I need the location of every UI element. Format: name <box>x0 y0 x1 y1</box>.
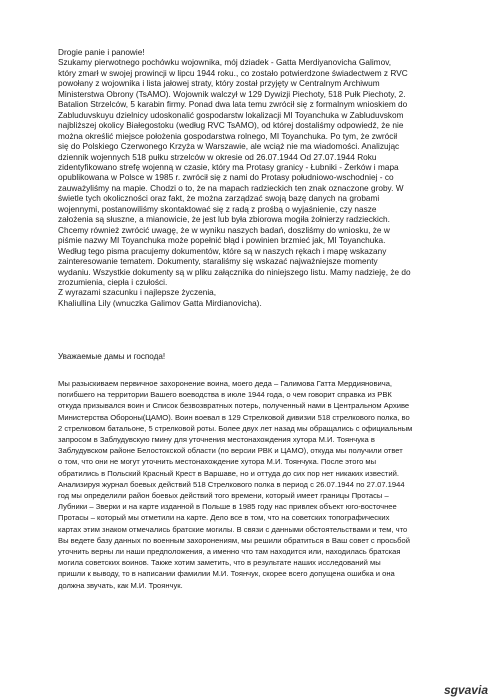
polish-greeting: Drogie panie i panowie! <box>58 48 145 57</box>
russian-letter <box>58 378 468 591</box>
russian-greeting: Уважаемые дамы и господа! <box>58 352 166 361</box>
site-watermark: sgvavia <box>443 683 488 697</box>
polish-body: Szukamy pierwotnego pochówku wojownika, mój dziadek - Gatta Merdiyanovicha Galimov, który zmarł w swojej prowincji w lipcu 1944 roku., co zostało potwierdzone świadectwem z RVC powołany z wojownika i lista jałowej straty, który został przyjęty w Centralnym Archiwum Ministerstwa Obrony (TsAMO). Wojownik walczył w 129 Dywizji Piechoty, 518 Pułk Piechoty, 2. Batalion Strzelców, 5 karabin firmy. Ponad dwa lata temu zwrócił się z formalnym wnioskiem do Zabluduvskuyu dzielnicy udoskonalić gospodarstw lokalizacji MI Toyanchuka w Zabluduvskom najbliższej okolicy Białegostoku (według RVC TsAMO), od której dostaliśmy odpowiedź, że nie można określić miejsce położenia gospodarstwa rolnego, MI Toyanchuka. Po tym, że zwrócił się do Polskiego Czerwonego Krzyża w Warszawie, ale wciąż nie ma wiadomości. Analizując dziennik wojennych 518 pułku strzelców w okresie od 26.07.1944 Od 27.07.1944 Roku zidentyfikowano strefę wojenną w czasie, który ma Protasy granicy - Łubniki - Żerków i mapa opublikowana w Polsce w 1985 r. zwrócił się z nami do Protasy południowo-wschodniej - co zauważyliśmy na mapie. Chodzi o to, że na mapach radzieckich ten znak oznaczone groby. W świetle tych okoliczności oraz fakt, że można zarządzać swoją bazę danych na grobami wojennymi, postanowiliśmy skontaktować się z radą z prośbą o wyjaśnienie, czy nasze założenia są słuszne, a mianowicie, że jest lub była zbiorowa mogiła żołnierzy radzieckich. Chcemy również zwrócić uwagę, że w wyniku naszych badań, doszliśmy do wniosku, że w piśmie nazwy MI Toyanchuka może popełnić błąd i powinien brzmieć jak, MI Toyanchuka. Według tego pisma pracujemy dokumentów, które są w naszych rękach i mapę wskazany zainteresowanie tematem. Dokumenty, staraliśmy się wskazać najważniejsze momenty wydaniu. Wszystkie dokumenty są w pliku załącznika do niniejszego listu. Mamy nadzieję, że do zrozumienia, ciepła i czułości. Z wyrazami szacunku i najlepsze życzenia, Khaliullina Lily (wnuczka Galimov Gatta Mirdianovicha). <box>58 58 411 308</box>
polish-letter <box>58 48 468 309</box>
russian-body: Мы разыскиваем первичное захоронение воина, моего деда – Галимова Гатта Мердияновича, погибшего на территории Вашего воеводства в июле 1944 года, о чем говорит справка из РВК откуда призывался воин и Список безвозвратных потерь, полученный нами в Центральном Архиве Министерства Обороны(ЦАМО). Воин воевал в 129 Стрелковой дивизии 518 стрелкового полка, во 2 стрелковом батальоне, 5 стрелковой роты. Более двух лет назад мы обращались с официальным запросом в Заблудувскую гмину для уточнения местонахождения хутора М.И. Тоянчука в Заблудувском районе Белостокской области (по версии РВК и ЦАМО), откуда мы получили ответ о том, что они не могут уточнить местонахождение хутора М.И. Тоянчука. После этого мы обратились в Польский Красный Крест в Варшаве, но и оттуда до сих пор нет никаких известий. Анализируя журнал боевых действий 518 Стрелкового полка в период с 26.07.1944 по 27.07.1944 год мы определили район боевых действий того времени, который имеет границы Протасы – Лубники – Зверки и на карте изданной в Польше в 1985 году нас привлек объект юго-восточнее Протасы – который мы отметили на карте. Дело все в том, что на советских топографических картах этим знаком отмечались братские могилы. В связи с данными обстоятельствами и тем, что Вы ведете базу данных по военным захоронениям, мы решили обратиться в Ваш совет с просьбой уточнить верны ли наши предположения, а именно что там находится или, находилась братская могила советских воинов. Также хотим заметить, что в результате наших исследований мы пришли к выводу, то в написании фамилии М.И. Тоянчук, скорее всего допущена ошибка и она должна звучать, как М.И. Троянчук. <box>58 379 413 590</box>
